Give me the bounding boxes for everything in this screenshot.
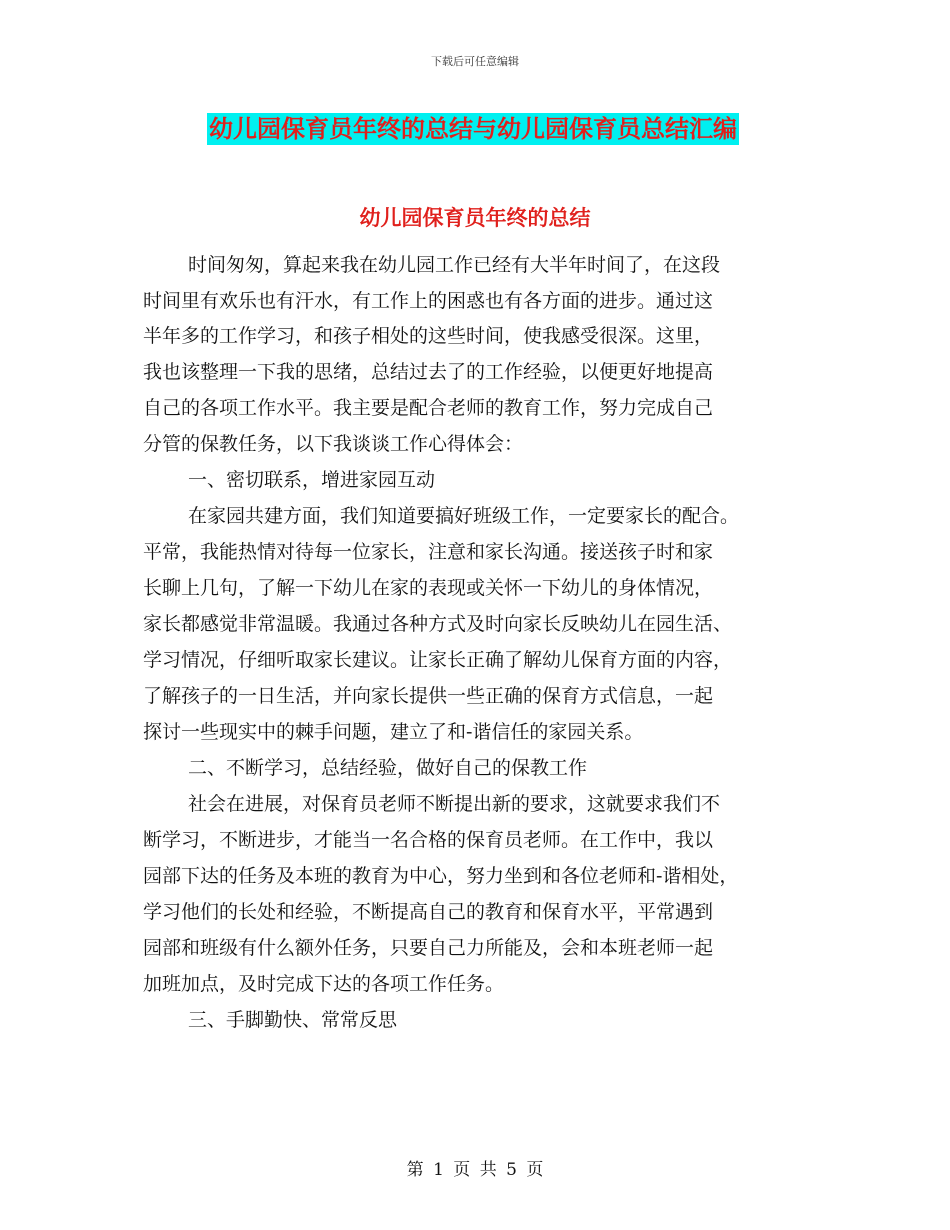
paragraph-line: 断学习，不断进步，才能当一名合格的保育员老师。在工作中，我以	[143, 829, 714, 851]
paragraph-line: 在家园共建方面，我们知道要搞好班级工作，一定要家长的配合。	[188, 505, 740, 527]
paragraph-line: 园部下达的任务及本班的教育为中心，努力坐到和各位老师和-谐相处，	[143, 865, 739, 887]
paragraph-line: 学习他们的长处和经验，不断提高自己的教育和保育水平，平常遇到	[143, 901, 714, 923]
paragraph-line: 自己的各项工作水平。我主要是配合老师的教育工作，努力完成自己	[143, 397, 714, 419]
section-title: 幼儿园保育员年终的总结	[359, 206, 591, 230]
paragraph-line: 时间里有欢乐也有汗水，有工作上的困惑也有各方面的进步。通过这	[143, 290, 714, 312]
paragraph-line: 分管的保教任务，以下我谈谈工作心得体会：	[143, 433, 524, 455]
paragraph-line: 长聊上几句，了解一下幼儿在家的表现或关怀一下幼儿的身体情况，	[143, 577, 714, 599]
page-footer: 第 1 页 共 5 页	[406, 1160, 544, 1180]
section-heading: 二、不断学习，总结经验，做好自己的保教工作	[188, 757, 588, 779]
paragraph-line: 时间匆匆，算起来我在幼儿园工作已经有大半年时间了，在这段	[188, 254, 721, 276]
header-note: 下载后可任意编辑	[431, 55, 519, 68]
paragraph-line: 学习情况，仔细听取家长建议。让家长正确了解幼儿保育方面的内容，	[143, 649, 733, 671]
section-heading: 一、密切联系，增进家园互动	[188, 469, 436, 491]
section-heading: 三、手脚勤快、常常反思	[188, 1009, 398, 1031]
paragraph-line: 平常，我能热情对待每一位家长，注意和家长沟通。接送孩子时和家	[143, 541, 714, 563]
paragraph-line: 半年多的工作学习，和孩子相处的这些时间，使我感受很深。这里，	[143, 325, 714, 347]
paragraph-line: 加班加点，及时完成下达的各项工作任务。	[143, 973, 505, 995]
paragraph-line: 园部和班级有什么额外任务，只要自己力所能及，会和本班老师一起	[143, 937, 714, 959]
paragraph-line: 我也该整理一下我的思绪，总结过去了的工作经验，以便更好地提高	[143, 361, 714, 383]
paragraph-line: 探讨一些现实中的棘手问题，建立了和-谐信任的家园关系。	[143, 721, 644, 743]
paragraph-line: 社会在进展，对保育员老师不断提出新的要求，这就要求我们不	[188, 793, 721, 815]
paragraph-line: 家长都感觉非常温暖。我通过各种方式及时向家长反映幼儿在园生活、	[143, 613, 733, 635]
paragraph-line: 了解孩子的一日生活，并向家长提供一些正确的保育方式信息，一起	[143, 685, 714, 707]
document-title: 幼儿园保育员年终的总结与幼儿园保育员总结汇编	[209, 115, 737, 143]
